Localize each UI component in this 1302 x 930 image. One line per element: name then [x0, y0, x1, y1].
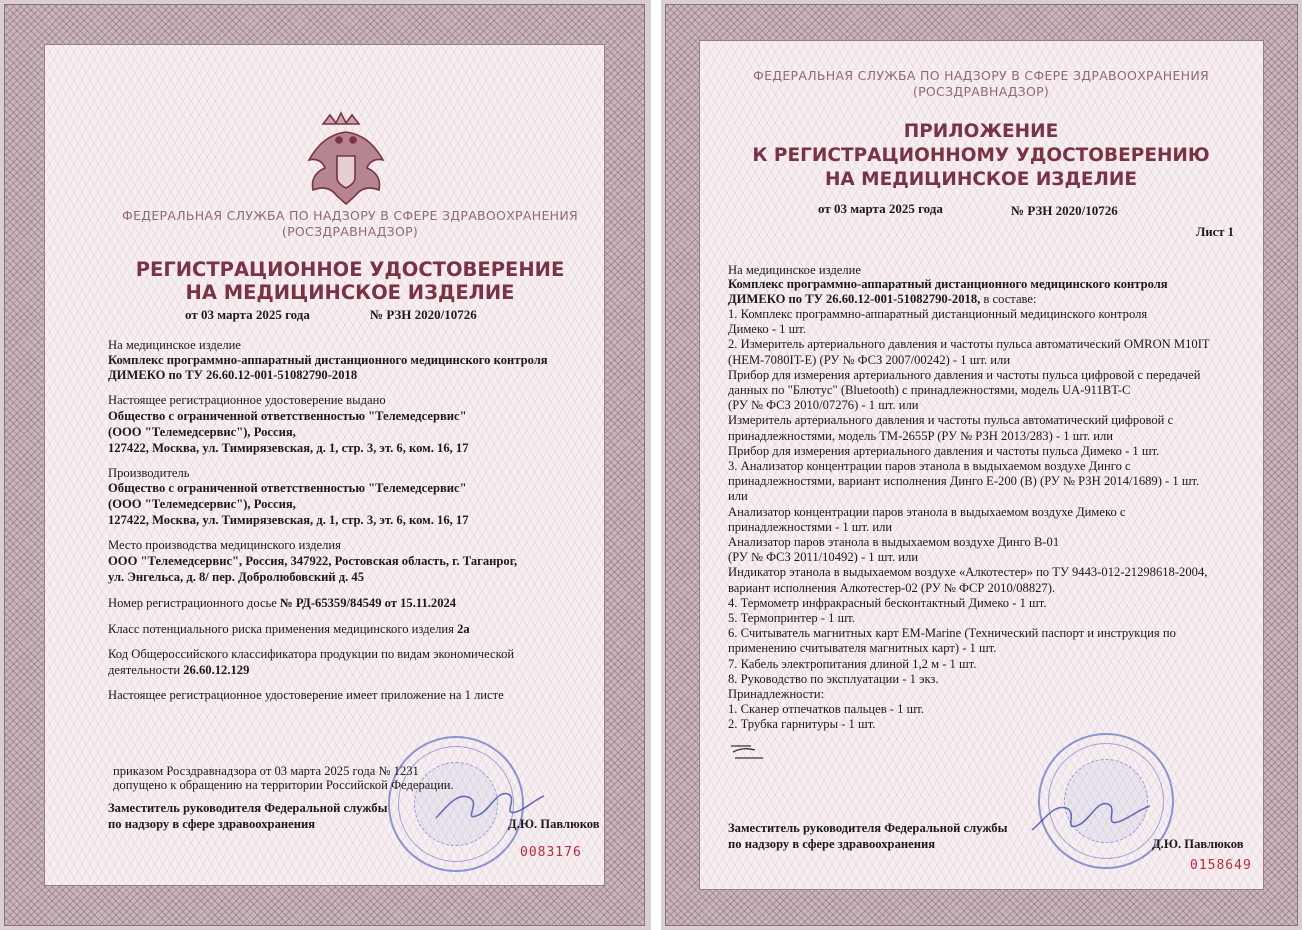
signer-name: Д.Ю. Павлюков: [1152, 837, 1244, 851]
okp-value: 26.60.12.129: [183, 663, 250, 677]
composition-line: применению считывателя магнитных карт) - 1 шт.: [728, 641, 997, 656]
composition-line: Индикатор этанола в выдыхаемом воздухе «Алкотестер» по ТУ 9443-012-21298618-2004,: [728, 565, 1208, 580]
composition-line: Димеко - 1 шт.: [728, 322, 807, 337]
order-line: допущено к обращению на территории Российской Федерации.: [113, 778, 454, 792]
handwritten-signature: [1026, 790, 1156, 840]
composition-line: принадлежностями, модель TM-2655P (РУ № РЗН 2013/283) - 1 шт. или: [728, 428, 1114, 443]
composition-line: принадлежностями, вариант исполнения Динго Е-200 (В) (РУ № РЗН 2014/1689) - 1 шт.: [728, 474, 1200, 489]
composition-line: 4. Термометр инфракрасный бесконтактный Димеко - 1 шт.: [728, 595, 1047, 610]
field-label: Код Общероссийского классификатора продукции по видам экономической: [108, 647, 515, 661]
device-name: ДИМЕКО по ТУ 26.60.12-001-51082790-2018: [108, 368, 358, 382]
title-line: К РЕГИСТРАЦИОННОМУ УДОСТОВЕРЕНИЮ: [752, 145, 1210, 166]
agency-abbreviation: (РОСЗДРАВНАДЗОР): [281, 224, 419, 239]
composition-line: вариант исполнения Алкотестер-02 (РУ № ФСР 2010/08827).: [728, 580, 1056, 595]
production-place-line: ООО "Телемедсервис", Россия, 347922, Ростовская область, г. Таганрог,: [108, 554, 518, 568]
signer-title: по надзору в сфере здравоохранения: [108, 817, 316, 831]
risk-value: 2а: [457, 622, 470, 636]
composition-line: или: [728, 489, 748, 504]
composition-line: 2. Трубка гарнитуры - 1 шт.: [728, 717, 876, 732]
annex-note: Настоящее регистрационное удостоверение имеет приложение на 1 листе: [108, 688, 504, 702]
field-label: Класс потенциального риска применения медицинского изделия: [108, 622, 458, 636]
composition-line: (РУ № ФСЗ 2010/07276) - 1 шт. или: [728, 398, 919, 413]
registration-number: № РЗН 2020/10726: [370, 307, 477, 322]
device-name: ДИМЕКО по ТУ 26.60.12-001-51082790-2018,: [728, 292, 981, 306]
document-title: [60, 258, 640, 304]
composition-line: 6. Считыватель магнитных карт EM-Marine (Технический паспорт и инструкция по: [728, 626, 1176, 641]
composition-line: 7. Кабель электропитания длиной 1,2 м - 1 шт.: [728, 656, 977, 671]
manufacturer-line: (ООО "Телемедсервис"), Россия,: [108, 497, 296, 511]
composition-line: 2. Измеритель артериального давления и частоты пульса автоматический OMRON M10IT: [728, 337, 1210, 352]
issue-date: от 03 марта 2025 года: [818, 201, 943, 216]
signer-title: Заместитель руководителя Федеральной службы: [728, 821, 1008, 835]
composition-line: Измеритель артериального давления и частоты пульса автоматический цифровой с: [728, 413, 1174, 428]
composition-line: (РУ № ФСЗ 2011/10492) - 1 шт. или: [728, 550, 919, 565]
field-label: Настоящее регистрационное удостоверение выдано: [108, 393, 386, 407]
device-name: Комплекс программно-аппаратный дистанционного медицинского контроля: [728, 277, 1168, 291]
agency-name: ФЕДЕРАЛЬНАЯ СЛУЖБА ПО НАДЗОРУ В СФЕРЕ ЗДРАВООХРАНЕНИЯ: [753, 68, 1209, 83]
signer-name: Д.Ю. Павлюков: [508, 817, 600, 831]
field-label: Производитель: [108, 466, 190, 480]
holder-line: (ООО "Телемедсервис"), Россия,: [108, 425, 296, 439]
manufacturer-line: Общество с ограниченной ответственностью "Телемедсервис": [108, 481, 467, 495]
holder-line: 127422, Москва, ул. Тимирязевская, д. 1, стр. 3, эт. 6, ком. 16, 17: [108, 441, 469, 455]
coat-of-arms-emblem: [301, 110, 391, 206]
composition-line: 3. Анализатор концентрации паров этанола в выдыхаемом воздухе Динго с: [728, 459, 1131, 474]
composition-line: Принадлежности:: [728, 687, 825, 702]
field-label: На медицинское изделие: [728, 263, 861, 277]
issue-date: от 03 марта 2025 года: [185, 307, 310, 322]
signer-title: Заместитель руководителя Федеральной службы: [108, 801, 388, 815]
annex-title: [691, 120, 1271, 192]
composition-line: 1. Комплекс программно-аппаратный дистанционный медицинского контроля: [728, 307, 1148, 321]
handwritten-mark: [729, 740, 769, 762]
risk-class: [108, 622, 470, 637]
sheet-number: Лист 1: [1196, 225, 1234, 239]
dossier-number: [108, 596, 456, 611]
title-line: РЕГИСТРАЦИОННОЕ УДОСТОВЕРЕНИЕ: [135, 258, 565, 281]
composition-list: [728, 307, 1210, 733]
agency-name: ФЕДЕРАЛЬНАЯ СЛУЖБА ПО НАДЗОРУ В СФЕРЕ ЗДРАВООХРАНЕНИЯ: [122, 208, 578, 223]
title-line: ПРИЛОЖЕНИЕ: [903, 121, 1059, 142]
composition-line: 1. Сканер отпечатков пальцев - 1 шт.: [728, 702, 924, 717]
field-label: На медицинское изделие: [108, 338, 241, 352]
signer-title: по надзору в сфере здравоохранения: [728, 837, 936, 851]
manufacturer-line: 127422, Москва, ул. Тимирязевская, д. 1, стр. 3, эт. 6, ком. 16, 17: [108, 513, 469, 527]
composition-line: Анализатор паров этанола в выдыхаемом воздухе Динго В-01: [728, 535, 1060, 550]
field-label: Номер регистрационного досье: [108, 596, 281, 610]
production-place-line: ул. Энгельса, д. 8/ пер. Добролюбовский д. 45: [108, 570, 365, 584]
okp-code: [108, 663, 249, 678]
annex-page: [661, 0, 1302, 930]
registration-number: № РЗН 2020/10726: [1011, 203, 1118, 218]
field-label: Место производства медицинского изделия: [108, 538, 341, 552]
device-name: Комплекс программно-аппаратный дистанционного медицинского контроля: [108, 353, 548, 367]
title-line: НА МЕДИЦИНСКОЕ ИЗДЕЛИЕ: [185, 281, 515, 304]
composition-line: Анализатор концентрации паров этанола в выдыхаемом воздухе Димеко с: [728, 504, 1126, 519]
agency-abbreviation: (РОСЗДРАВНАДЗОР): [912, 84, 1050, 99]
composition-line: принадлежностями - 1 шт. или: [728, 519, 893, 534]
composition-line: 8. Руководство по эксплуатации - 1 экз.: [728, 671, 939, 686]
composition-line: 5. Термопринтер - 1 шт.: [728, 611, 856, 626]
order-line: приказом Росздравнадзора от 03 марта 2025 года № 1231: [113, 764, 419, 778]
dossier-value: № РД-65359/84549 от 15.11.2024: [280, 596, 457, 610]
field-label: деятельности: [108, 663, 184, 677]
title-line: НА МЕДИЦИНСКОЕ ИЗДЕЛИЕ: [824, 169, 1138, 190]
composition-label: в составе:: [980, 292, 1037, 306]
holder-line: Общество с ограниченной ответственностью "Телемедсервис": [108, 409, 467, 423]
form-serial-number: 0158649: [1190, 858, 1252, 873]
composition-line: (HEM-7080IT-E) (РУ № ФСЗ 2007/00242) - 1 шт. или: [728, 352, 1011, 367]
composition-line: Прибор для измерения артериального давления и частоты пульса Димеко - 1 шт.: [728, 443, 1160, 458]
form-serial-number: 0083176: [520, 845, 582, 860]
page-gap: [651, 0, 661, 930]
device-name-line: [728, 292, 1037, 307]
composition-line: Прибор для измерения артериального давления и частоты пульса цифровой с передачей: [728, 367, 1201, 382]
composition-line: данных по "Блютус" (Bluetooth) с принадлежностями, модель UA-911BT-C: [728, 383, 1131, 398]
